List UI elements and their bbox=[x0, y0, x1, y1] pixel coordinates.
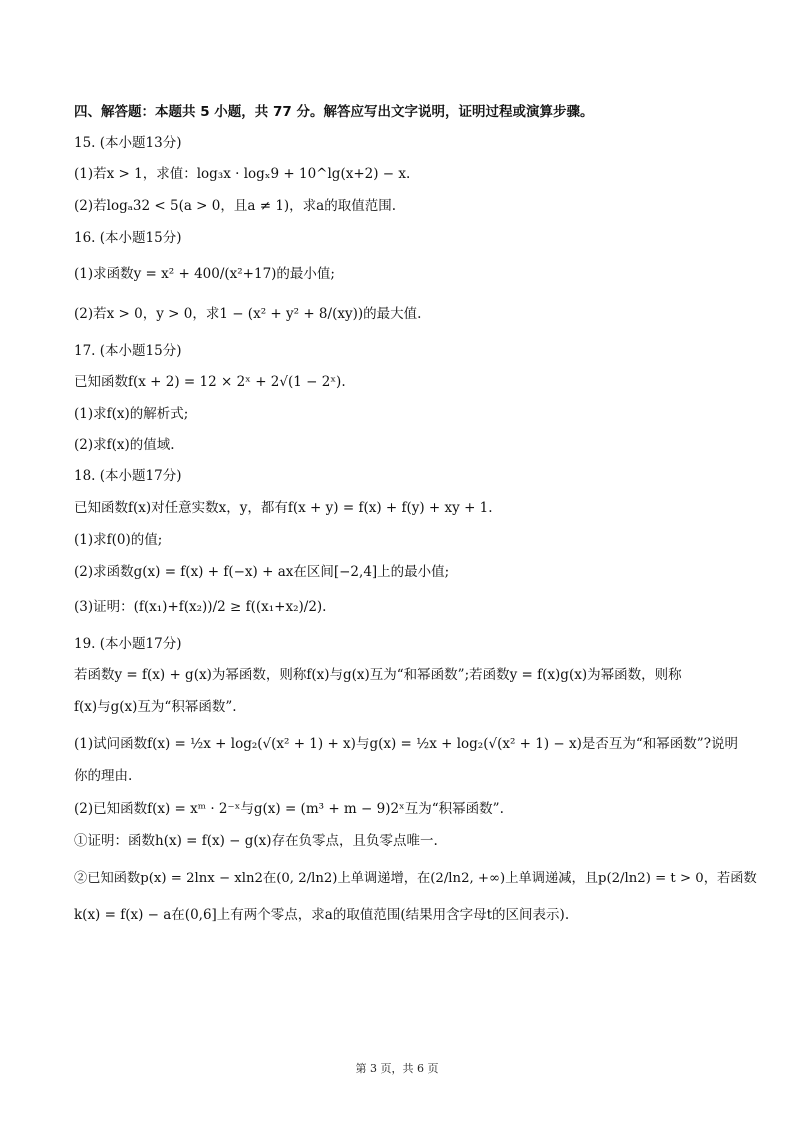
q16-part1: (1)求函数y = x² + 400/(x²+17)的最小值; bbox=[74, 266, 335, 282]
page-footer: 第 3 页，共 6 页 bbox=[355, 1062, 439, 1075]
q19-stem-line1: 若函数y = f(x) + g(x)为幂函数，则称f(x)与g(x)互为“和幂函数”;若函数y = f(x)g(x)为幂函数，则称 bbox=[74, 667, 682, 683]
q18-part3: (3)证明：(f(x₁)+f(x₂))/2 ≥ f((x₁+x₂)/2). bbox=[74, 599, 327, 615]
q15-part2: (2)若logₐ32 < 5(a > 0，且a ≠ 1)，求a的取值范围. bbox=[74, 198, 397, 214]
q19-sub1: ①证明：函数h(x) = f(x) − g(x)存在负零点，且负零点唯一. bbox=[74, 833, 438, 849]
q19-header: 19. (本小题17分) bbox=[74, 636, 182, 652]
q17-part1: (1)求f(x)的解析式; bbox=[74, 406, 189, 422]
q15-header: 15. (本小题13分) bbox=[74, 135, 182, 151]
q19-part2: (2)已知函数f(x) = xᵐ · 2⁻ˣ与g(x) = (m³ + m − 9)2ˣ互为“积幂函数”. bbox=[74, 801, 504, 817]
q18-part1: (1)求f(0)的值; bbox=[74, 532, 163, 548]
q15-part1: (1)若x > 1，求值：log₃x · logₓ9 + 10^lg(x+2) − x. bbox=[74, 166, 411, 182]
q17-stem: 已知函数f(x + 2) = 12 × 2ˣ + 2√(1 − 2ˣ). bbox=[74, 374, 346, 390]
q18-part2: (2)求函数g(x) = f(x) + f(−x) + ax在区间[−2,4]上的最小值; bbox=[74, 564, 450, 580]
q19-sub2-line1: ②已知函数p(x) = 2lnx − xln2在(0, 2/ln2)上单调递增，在(2/ln2, +∞)上单调递减，且p(2/ln2) = t > 0，若函数 bbox=[74, 871, 757, 886]
q19-sub2-line2: k(x) = f(x) − a在(0,6]上有两个零点，求a的取值范围(结果用含字母t的区间表示). bbox=[74, 907, 570, 923]
q19-part1-line1: (1)试问函数f(x) = ½x + log₂(√(x² + 1) + x)与g(x) = ½x + log₂(√(x² + 1) − x)是否互为“和幂函数”?说明 bbox=[74, 736, 738, 752]
section-heading: 四、解答题：本题共 5 小题，共 77 分。解答应写出文字说明，证明过程或演算步骤。 bbox=[74, 104, 594, 120]
q16-header: 16. (本小题15分) bbox=[74, 230, 182, 246]
q16-part2: (2)若x > 0，y > 0，求1 − (x² + y² + 8/(xy))的最大值. bbox=[74, 306, 422, 322]
q18-header: 18. (本小题17分) bbox=[74, 468, 182, 484]
q17-header: 17. (本小题15分) bbox=[74, 343, 182, 359]
q19-part1-line2: 你的理由. bbox=[74, 768, 133, 784]
q18-stem: 已知函数f(x)对任意实数x，y，都有f(x + y) = f(x) + f(y) + xy + 1. bbox=[74, 500, 493, 516]
q19-stem-line2: f(x)与g(x)互为“积幂函数”. bbox=[74, 699, 237, 715]
q17-part2: (2)求f(x)的值域. bbox=[74, 437, 175, 453]
